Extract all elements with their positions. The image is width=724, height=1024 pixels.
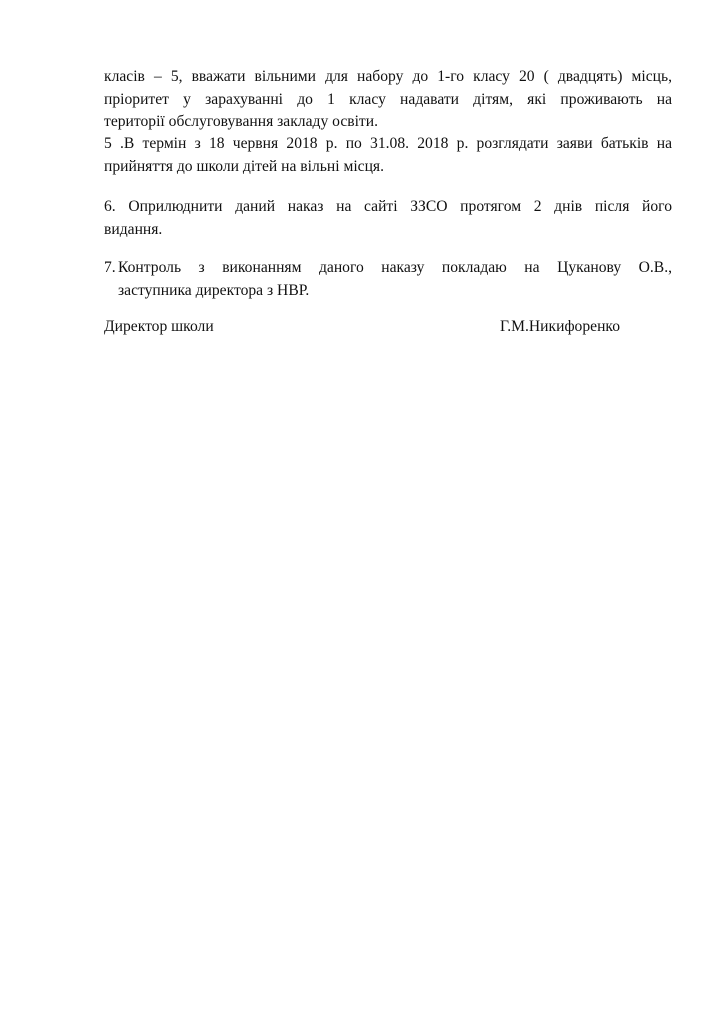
signature-name: Г.М.Никифоренко: [500, 318, 620, 335]
text-line: 5 .В термін з 18 червня 2018 р. по 31.08. 2018 р. розглядати заяви батьків на: [104, 135, 672, 152]
paragraph-7: [104, 257, 672, 302]
text-line: заступника директора з НВР.: [118, 281, 310, 299]
text-line: прийняття до школи дітей на вільні місця.: [104, 157, 384, 175]
text-line: класів – 5, вважати вільними для набору до 1-го класу 20 ( двадцять) місць,: [104, 68, 672, 85]
list-number: 7.: [104, 259, 116, 276]
paragraph-continuation: [104, 66, 672, 134]
paragraph-6: [104, 196, 672, 241]
signature-title: Директор школи: [104, 318, 214, 335]
text-line: пріоритет у зарахуванні до 1 класу надавати дітям, які проживають на: [104, 90, 672, 108]
text-line-body: Контроль з виконанням даного наказу покладаю на Цуканову О.В.,: [118, 259, 672, 276]
text-line: [104, 257, 672, 280]
text-line: 6. Оприлюднити даний наказ на сайті ЗЗСО протягом 2 днів після його: [104, 198, 672, 215]
text-line: території обслуговування закладу освіти.: [104, 113, 378, 130]
text-line: видання.: [104, 220, 163, 238]
paragraph-5: [104, 133, 672, 178]
